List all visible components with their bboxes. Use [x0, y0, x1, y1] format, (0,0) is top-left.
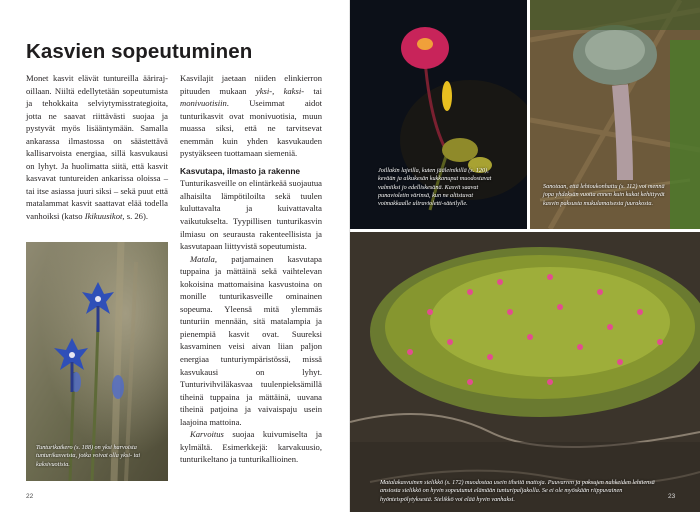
- intro-text: Monet kasvit elävät tuntureilla äärirajoillaan. Niiltä edellytetään sopeutumista ja tehokkaita selviytymisstrategioita, jotta ne saavat riittävästi suojaa ja pystyvät myös lisääntymään. Samalla ankarassa ilmastossa on säästettävä kallisarvoista energiaa, sillä kasvukausi on lyhyt. Ja huolimatta siitä, että kasvit kasvavat tuntureiden ankarissa oloissa – tai itse asiassa juuri siksi – sekä puut että matalammat kasvit saattavat elää todella vanhoiksi (katso: [26, 73, 168, 222]
- lifecycle-terms: yksi-, kaksi-: [255, 85, 305, 96]
- lifecycle-text-1: Kasvilajit jaetaan niiden elinkierron pituuden mukaan: [180, 73, 322, 96]
- page-number-right: 23: [668, 493, 676, 500]
- body-paragraph-2: [180, 253, 322, 429]
- body-p3-text: suojaa kuivumiselta ja kylmältä. Esimerkkejä: karvakuusio, tunturikeltano ja tunturikallioinen.: [180, 429, 322, 465]
- page-number-left: 22: [26, 493, 34, 500]
- body-p3-term: Karvoitus: [190, 429, 224, 440]
- lifecycle-term-3: monivuotisiin: [180, 98, 227, 109]
- lifecycle-text-3: . Useimmat aidot tunturikasvit ovat monivuotisia, muun muassa siksi, että ne tarvitsevat enemmän kuin yhden kasvukauden pystyäkseen tuottamaan siemeniä.: [180, 98, 322, 159]
- intro-ref-italic: Ikikuusikot: [84, 211, 123, 222]
- page-title: Kasvien sopeutuminen: [26, 40, 253, 63]
- intro-ref-tail: s. 26).: [126, 211, 148, 222]
- moss-caption: Matalakasvuinen sielikkö (s. 172) muodostaa usein tiheitä mattoja. Puuvarren ja paksujen nahkeiden lehtiensä ansiosta sielikkö on hyvin sopeutunut elämään tunturipaljakolla. Se ei ole myöskään riippuvainen hyönteispölytyksestä. Sielikkö voi elää hyvin vanhaksi.: [380, 479, 655, 503]
- lifecycle-text-2: tai: [304, 85, 322, 96]
- section-subheading: Kasvutapa, ilmasto ja rakenne: [180, 165, 301, 176]
- text-column-right: [180, 72, 322, 466]
- gentian-caption: Tunturikatkero (s. 188) on yksi harvoista tunturikasveista, jotka voivat olla yksi- tai kaksivuotisia.: [36, 444, 141, 468]
- body-paragraph-3: [180, 428, 322, 466]
- right-photos: [350, 0, 700, 512]
- lifecycle-paragraph: [180, 72, 322, 160]
- intro-paragraph: Monet kasvit elävät tuntureilla äärirajoillaan. Niiltä edellytetään sopeutumista ja tehokkaita selviytymisstrategioita, jotta ne saavat riittävästi suojaa ja pystyvät myös lisääntymään. Samalla ankarassa ilmastossa on säästettävä kallisarvoista energiaa, sillä kasvukausi on lyhyt. Ja huolimatta siitä, että kasvit kasvavat tuntureiden ankarissa oloissa – tai itse asiassa juuri siksi – sekä puut että matalammat kasvit saattavat elää todella vanhoiksi (katso Ikikuusikot, s. 26).: [26, 73, 168, 222]
- poppy-caption: Joillakin lajeilla, kuten jääleinikillä (s. 120), kevään ja alkukesän kukkanuput muodostavat valmiiksi jo edelliskesänä. Kasvit saavat punavioletin värinsä, kun ne altistuvat voimakkaalle ultravioletti-säteilylle.: [378, 167, 492, 208]
- rhubarb-caption: Sanotaan, että lehtoukonhattu (s. 112) voi mennä jopa yhdeksän vuotta ennen kuin kukat kehittyvät kasvin paksusta mukulamaisesta juurakosta.: [543, 183, 665, 207]
- body-paragraph-1: Tunturikasveille on elintärkeää suojautua alhaisilta lämpötiloilta sekä tuulen kuluttavalta ja kuivattavalta vaikutukselta. Tyypillisen tunturikasvin ilmiasu on seurausta rakenteellisista ja kasvutapaan liittyvistä sopeutumista.: [180, 178, 322, 252]
- body-p2-text: , patjamainen kasvutapa tuppaina ja mättäinä sekä vaihtelevan kokoisina mattomaisina kasvustoina on monille tunturikasveille ominainen sopeuma. Yleensä mitä ylemmäs tunturiin mennään, sitä matalampia ja pienempiä kasvit ovat. Suureksi kasvaminen veisi aivan liian paljon energiaa tunturiympäristössä, missä kasvukausi on lyhyt. Tunturivihviläkasvaa tuulenpieksämillä tiheinä tuppaina ja mättäinä, uuvana tiheinä patjoina ja vaivaispaju usein laajoina mattoina.: [180, 253, 322, 427]
- moss-campion-photo: [350, 232, 700, 512]
- body-p2-term: Matala: [190, 253, 215, 264]
- text-column-left: [26, 72, 168, 223]
